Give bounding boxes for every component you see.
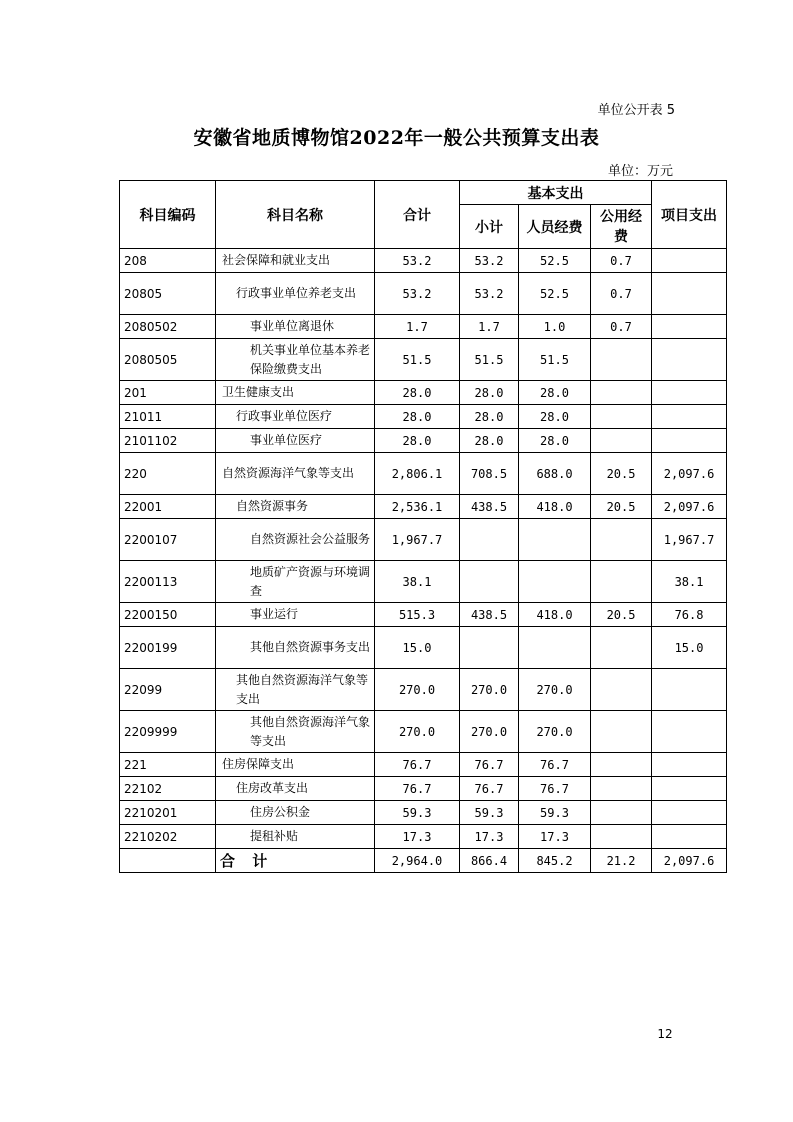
cell-subtotal: 53.2 [460, 249, 519, 273]
table-row [120, 777, 727, 801]
cell-public: 20.5 [591, 495, 652, 519]
cell-code: 22102 [120, 777, 216, 801]
cell-subtotal: 708.5 [460, 453, 519, 495]
cell-total: 270.0 [375, 711, 460, 753]
table-row [120, 405, 727, 429]
cell-project [652, 315, 727, 339]
cell-total: 28.0 [375, 381, 460, 405]
cell-personnel: 76.7 [519, 753, 591, 777]
cell-name: 自然资源社会公益服务 [216, 519, 375, 561]
cell-subtotal [460, 519, 519, 561]
page-number: 12 [657, 1027, 673, 1041]
header-code: 科目编码 [120, 181, 216, 249]
cell-public [591, 753, 652, 777]
cell-total: 1,967.7 [375, 519, 460, 561]
cell-personnel: 28.0 [519, 405, 591, 429]
cell-code: 2210201 [120, 801, 216, 825]
form-label: 单位公开表 5 [597, 103, 675, 118]
cell-personnel: 1.0 [519, 315, 591, 339]
cell-public: 20.5 [591, 453, 652, 495]
header-subtotal: 小计 [460, 205, 519, 249]
cell-code: 208 [120, 249, 216, 273]
cell-subtotal: 76.7 [460, 777, 519, 801]
cell-name: 事业运行 [216, 603, 375, 627]
cell-public [591, 405, 652, 429]
cell-project: 38.1 [652, 561, 727, 603]
cell-code: 2200107 [120, 519, 216, 561]
total-personnel: 845.2 [519, 849, 591, 873]
cell-name: 其他自然资源海洋气象等支出 [216, 669, 375, 711]
cell-public [591, 339, 652, 381]
cell-project [652, 753, 727, 777]
cell-total: 76.7 [375, 753, 460, 777]
header-name: 科目名称 [216, 181, 375, 249]
cell-code: 22099 [120, 669, 216, 711]
cell-total: 15.0 [375, 627, 460, 669]
cell-project [652, 249, 727, 273]
cell-total: 28.0 [375, 405, 460, 429]
cell-name: 社会保障和就业支出 [216, 249, 375, 273]
cell-total: 59.3 [375, 801, 460, 825]
cell-personnel: 270.0 [519, 669, 591, 711]
cell-project [652, 339, 727, 381]
cell-name: 行政事业单位养老支出 [216, 273, 375, 315]
cell-public [591, 711, 652, 753]
cell-subtotal: 438.5 [460, 495, 519, 519]
cell-name: 自然资源海洋气象等支出 [216, 453, 375, 495]
cell-subtotal [460, 561, 519, 603]
cell-total: 38.1 [375, 561, 460, 603]
cell-project: 15.0 [652, 627, 727, 669]
table-row [120, 315, 727, 339]
cell-subtotal: 270.0 [460, 669, 519, 711]
table-row [120, 381, 727, 405]
cell-public: 0.7 [591, 273, 652, 315]
cell-public [591, 627, 652, 669]
table-row [120, 561, 727, 603]
cell-total: 2,806.1 [375, 453, 460, 495]
cell-name: 地质矿产资源与环境调查 [216, 561, 375, 603]
cell-code: 20805 [120, 273, 216, 315]
total-total: 2,964.0 [375, 849, 460, 873]
total-row [120, 849, 727, 873]
cell-name: 自然资源事务 [216, 495, 375, 519]
cell-subtotal: 53.2 [460, 273, 519, 315]
cell-total: 17.3 [375, 825, 460, 849]
cell-subtotal: 28.0 [460, 405, 519, 429]
table-row [120, 453, 727, 495]
table-row [120, 273, 727, 315]
cell-code: 2200150 [120, 603, 216, 627]
table-row [120, 603, 727, 627]
cell-total: 2,536.1 [375, 495, 460, 519]
cell-total: 270.0 [375, 669, 460, 711]
cell-subtotal: 1.7 [460, 315, 519, 339]
cell-public [591, 669, 652, 711]
cell-personnel [519, 561, 591, 603]
cell-code-empty [120, 849, 216, 873]
table-row [120, 339, 727, 381]
cell-name: 住房改革支出 [216, 777, 375, 801]
cell-personnel: 418.0 [519, 495, 591, 519]
cell-name: 提租补贴 [216, 825, 375, 849]
cell-code: 2209999 [120, 711, 216, 753]
header-total: 合计 [375, 181, 460, 249]
cell-code: 221 [120, 753, 216, 777]
cell-public [591, 429, 652, 453]
total-project: 2,097.6 [652, 849, 727, 873]
cell-personnel: 688.0 [519, 453, 591, 495]
cell-project [652, 777, 727, 801]
cell-public [591, 519, 652, 561]
cell-personnel: 17.3 [519, 825, 591, 849]
header-basic-group: 基本支出 [460, 181, 652, 205]
cell-personnel [519, 627, 591, 669]
total-label: 合 计 [216, 849, 375, 873]
cell-code: 2200113 [120, 561, 216, 603]
cell-total: 51.5 [375, 339, 460, 381]
cell-code: 2200199 [120, 627, 216, 669]
cell-name: 卫生健康支出 [216, 381, 375, 405]
cell-name: 住房公积金 [216, 801, 375, 825]
cell-code: 2210202 [120, 825, 216, 849]
cell-project [652, 801, 727, 825]
cell-total: 53.2 [375, 273, 460, 315]
cell-total: 515.3 [375, 603, 460, 627]
cell-code: 21011 [120, 405, 216, 429]
cell-project [652, 669, 727, 711]
cell-name: 事业单位医疗 [216, 429, 375, 453]
table-row [120, 249, 727, 273]
cell-public [591, 777, 652, 801]
table-row [120, 753, 727, 777]
cell-name: 机关事业单位基本养老保险缴费支出 [216, 339, 375, 381]
table-row [120, 669, 727, 711]
cell-subtotal: 17.3 [460, 825, 519, 849]
cell-code: 22001 [120, 495, 216, 519]
cell-name: 其他自然资源事务支出 [216, 627, 375, 669]
cell-code: 220 [120, 453, 216, 495]
cell-code: 2080505 [120, 339, 216, 381]
cell-name: 住房保障支出 [216, 753, 375, 777]
table-row [120, 825, 727, 849]
cell-personnel: 270.0 [519, 711, 591, 753]
cell-total: 53.2 [375, 249, 460, 273]
cell-project [652, 825, 727, 849]
cell-project [652, 381, 727, 405]
cell-subtotal: 438.5 [460, 603, 519, 627]
unit-label: 单位：万元 [607, 164, 673, 179]
table-row [120, 429, 727, 453]
cell-subtotal: 28.0 [460, 381, 519, 405]
cell-name: 其他自然资源海洋气象等支出 [216, 711, 375, 753]
cell-project: 1,967.7 [652, 519, 727, 561]
cell-personnel: 418.0 [519, 603, 591, 627]
cell-name: 事业单位离退休 [216, 315, 375, 339]
cell-subtotal: 59.3 [460, 801, 519, 825]
cell-project [652, 429, 727, 453]
table-row [120, 519, 727, 561]
cell-project: 2,097.6 [652, 495, 727, 519]
cell-personnel: 52.5 [519, 249, 591, 273]
cell-total: 1.7 [375, 315, 460, 339]
cell-personnel: 28.0 [519, 381, 591, 405]
table-row [120, 801, 727, 825]
total-subtotal: 866.4 [460, 849, 519, 873]
header-project: 项目支出 [652, 181, 727, 249]
cell-personnel: 59.3 [519, 801, 591, 825]
cell-public [591, 825, 652, 849]
cell-public [591, 801, 652, 825]
cell-public: 0.7 [591, 249, 652, 273]
table-row [120, 627, 727, 669]
cell-public [591, 561, 652, 603]
cell-project: 2,097.6 [652, 453, 727, 495]
cell-subtotal [460, 627, 519, 669]
header-public: 公用经费 [591, 205, 652, 249]
cell-public: 20.5 [591, 603, 652, 627]
cell-project: 76.8 [652, 603, 727, 627]
cell-project [652, 273, 727, 315]
cell-public [591, 381, 652, 405]
table-row [120, 495, 727, 519]
cell-personnel [519, 519, 591, 561]
cell-subtotal: 270.0 [460, 711, 519, 753]
cell-code: 2080502 [120, 315, 216, 339]
table-body [120, 249, 727, 873]
cell-personnel: 52.5 [519, 273, 591, 315]
cell-project [652, 405, 727, 429]
cell-total: 76.7 [375, 777, 460, 801]
cell-project [652, 711, 727, 753]
cell-personnel: 28.0 [519, 429, 591, 453]
cell-code: 201 [120, 381, 216, 405]
cell-subtotal: 28.0 [460, 429, 519, 453]
cell-personnel: 76.7 [519, 777, 591, 801]
table-row [120, 711, 727, 753]
cell-subtotal: 51.5 [460, 339, 519, 381]
cell-total: 28.0 [375, 429, 460, 453]
cell-public: 0.7 [591, 315, 652, 339]
cell-code: 2101102 [120, 429, 216, 453]
total-public: 21.2 [591, 849, 652, 873]
cell-name: 行政事业单位医疗 [216, 405, 375, 429]
budget-table [119, 180, 727, 873]
page-title: 安徽省地质博物馆2022年一般公共预算支出表 [193, 127, 600, 149]
cell-personnel: 51.5 [519, 339, 591, 381]
header-personnel: 人员经费 [519, 205, 591, 249]
cell-subtotal: 76.7 [460, 753, 519, 777]
